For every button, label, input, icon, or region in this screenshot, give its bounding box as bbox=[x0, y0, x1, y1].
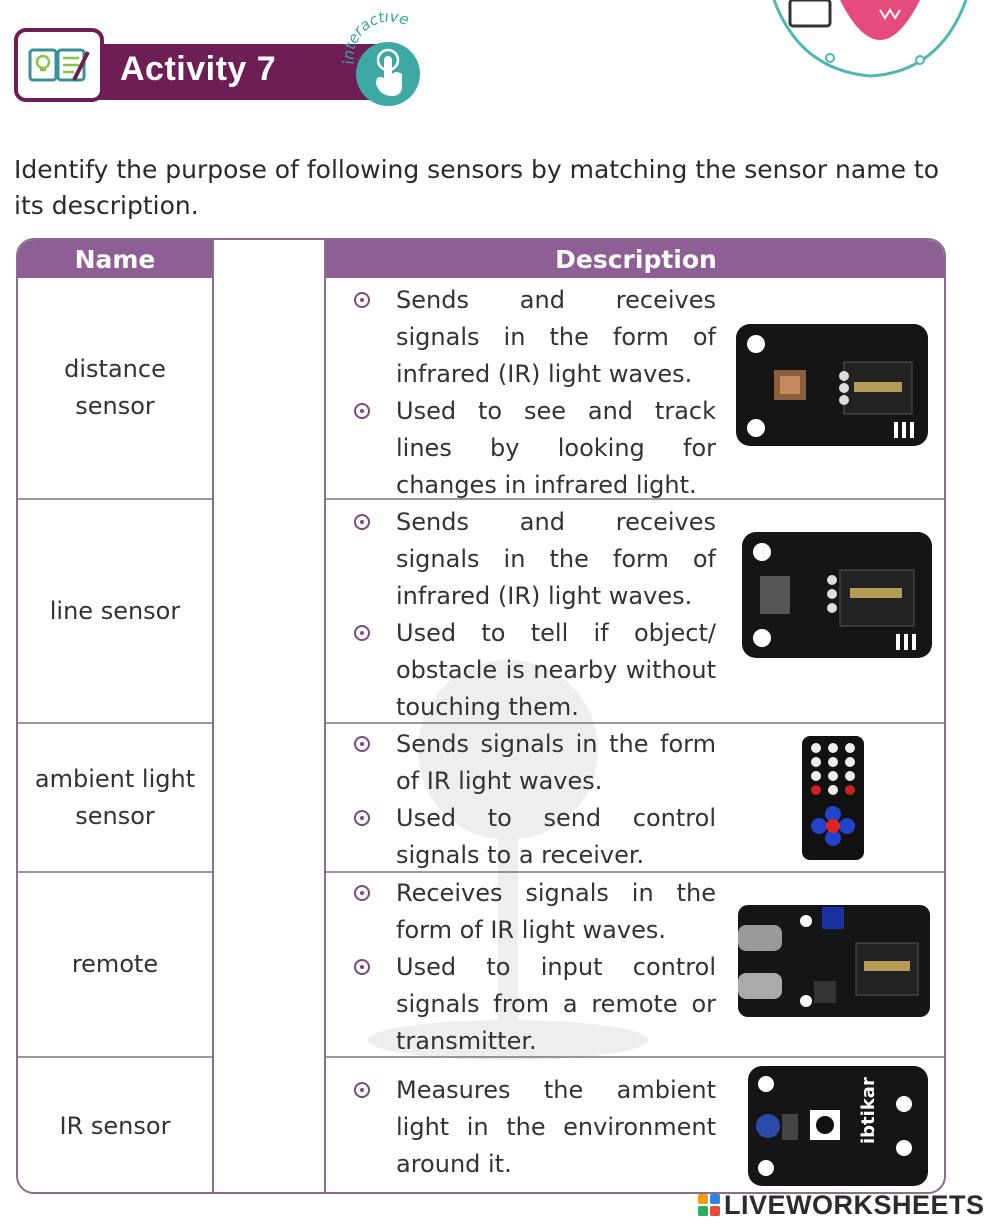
lightbulb-book-icon bbox=[14, 28, 104, 102]
description-bullet: Measures the ambient light in the environment around it. bbox=[346, 1072, 716, 1183]
name-cell bbox=[18, 500, 212, 722]
sensor-name: line sensor bbox=[49, 596, 181, 625]
description-cell bbox=[326, 278, 946, 498]
answer-column bbox=[212, 240, 326, 1192]
name-cell bbox=[18, 278, 212, 498]
sensor-name: distance sensor bbox=[64, 355, 166, 420]
description-bullet: Used to tell if object/ obstacle is nearby without touching them. bbox=[346, 615, 716, 726]
bullet-icon bbox=[354, 514, 370, 530]
bullet-icon bbox=[354, 1082, 370, 1098]
svg-text:ibtikar: ibtikar bbox=[858, 1077, 879, 1144]
description-bullet: Sends and receives signals in the form of infrared (IR) light waves. bbox=[346, 504, 716, 615]
name-header: Name bbox=[18, 240, 212, 278]
name-cell bbox=[18, 724, 212, 871]
description-bullet: Receives signals in the form of IR light waves. bbox=[346, 875, 716, 949]
description-cell bbox=[326, 873, 946, 1056]
sensor-name: ambient light sensor bbox=[34, 764, 196, 830]
obstacle-sensor-module-image bbox=[740, 530, 934, 660]
activity-title: Activity 7 bbox=[120, 50, 277, 88]
line-tracker-module-image bbox=[734, 322, 930, 450]
sensor-name: remote bbox=[71, 950, 159, 978]
bullet-icon bbox=[354, 625, 370, 641]
description-cell bbox=[326, 500, 946, 722]
bullet-icon bbox=[354, 885, 370, 901]
description-cell bbox=[326, 724, 946, 871]
pointer-hand-icon bbox=[340, 12, 440, 112]
description-bullet: Used to input control signals from a remote or transmitter. bbox=[346, 949, 716, 1060]
bullet-icon bbox=[354, 403, 370, 419]
ir-receiver-module-image bbox=[736, 903, 932, 1019]
description-header: Description bbox=[326, 240, 946, 278]
description-cell bbox=[326, 1058, 946, 1194]
name-cell bbox=[18, 873, 212, 1056]
ir-remote-control-image bbox=[800, 734, 866, 862]
instructions-text: Identify the purpose of following sensors by matching the sensor name to its description. bbox=[14, 155, 939, 220]
bullet-icon bbox=[354, 292, 370, 308]
sensor-name: IR sensor bbox=[59, 1111, 171, 1140]
logo-text: LIVEWORKSHEETS bbox=[724, 1189, 985, 1220]
description-bullet: Sends signals in the form of IR light waves. bbox=[346, 726, 716, 800]
liveworksheets-logo bbox=[698, 1190, 985, 1220]
description-bullet: Used to see and track lines by looking for changes in infrared light. bbox=[346, 393, 716, 504]
ambient-light-module-image bbox=[746, 1064, 930, 1188]
liveworksheets-icon bbox=[698, 1194, 720, 1216]
bullet-icon bbox=[354, 959, 370, 975]
matching-table bbox=[16, 238, 946, 1194]
description-bullet: Sends and receives signals in the form of infrared (IR) light waves. bbox=[346, 282, 716, 393]
bullet-icon bbox=[354, 736, 370, 752]
name-cell bbox=[18, 1058, 212, 1194]
interactive-badge-text: interactive bbox=[340, 12, 412, 66]
character-illustration bbox=[770, 0, 980, 80]
description-bullet: Used to send control signals to a receiver. bbox=[346, 800, 716, 874]
bullet-icon bbox=[354, 810, 370, 826]
